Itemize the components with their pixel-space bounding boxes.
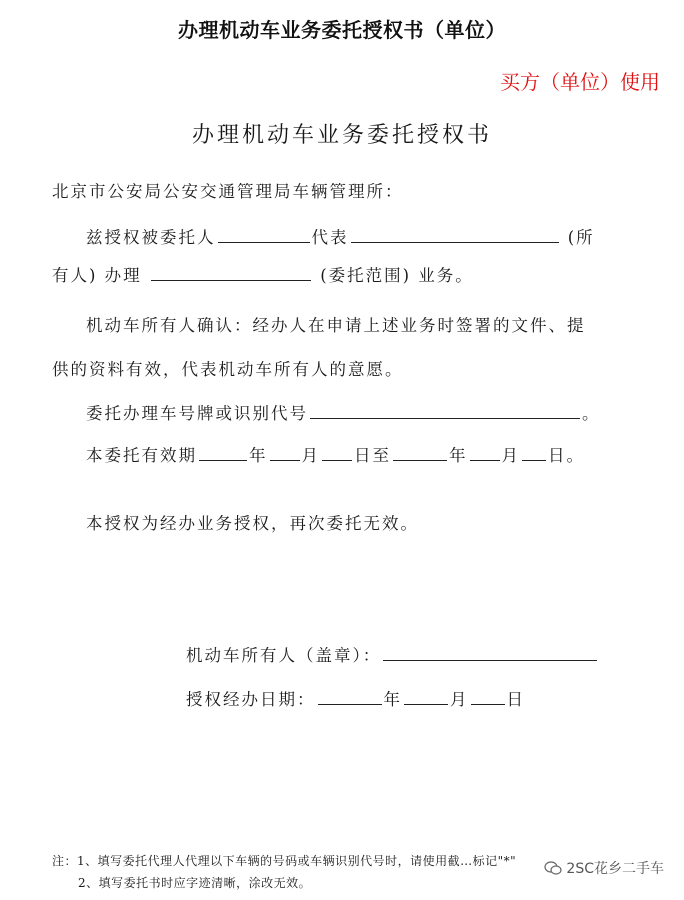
header-title: 办理机动车业务委托授权书（单位） [178, 18, 506, 42]
owner-seal-label: 机动车所有人（盖章）： [186, 646, 382, 665]
month-label: 月 [450, 690, 469, 709]
date-label: 授权经办日期： [186, 690, 316, 709]
confirm-line-2: 供的资料有效，代表机动车所有人的意愿。 [52, 360, 404, 379]
owner-seal-blank[interactable] [383, 644, 597, 661]
footnote-1: 注：1、填写委托代理人代理以下车辆的号码或车辆识别代号时，请使用截…标记"*" [52, 854, 517, 868]
date-day-blank[interactable] [471, 688, 505, 705]
year-label: 年 [449, 446, 468, 465]
watermark [544, 858, 664, 878]
plate-label: 委托办理车号牌或识别代号 [86, 404, 308, 423]
date-year-blank[interactable] [318, 688, 382, 705]
represent-label: 代表 [311, 228, 349, 247]
start-day-blank[interactable] [322, 444, 352, 461]
year-label: 年 [383, 690, 402, 709]
month-label: 月 [301, 446, 320, 465]
plate-line [86, 400, 601, 424]
delegate-label: 兹授权被委托人 [86, 228, 216, 247]
validity-line [86, 442, 585, 466]
plate-end: 。 [582, 404, 601, 423]
start-month-blank[interactable] [270, 444, 300, 461]
owner-blank[interactable] [351, 226, 559, 243]
footnote-2: 2、填写委托书时应字迹清晰，涂改无效。 [78, 876, 312, 890]
end-day-blank[interactable] [522, 444, 546, 461]
plate-blank[interactable] [310, 402, 580, 419]
scope-line [52, 262, 474, 286]
month-label: 月 [501, 446, 520, 465]
delegate-line [86, 224, 595, 248]
date-month-blank[interactable] [404, 688, 448, 705]
end-year-blank[interactable] [393, 444, 447, 461]
start-year-blank[interactable] [199, 444, 247, 461]
owner-open-label: (所 [567, 228, 595, 247]
no-subdelegation: 本授权为经办业务授权，再次委托无效。 [86, 514, 419, 533]
year-label: 年 [249, 446, 268, 465]
confirm-line-1: 机动车所有人确认：经办人在申请上述业务时签署的文件、提 [86, 316, 586, 335]
delegate-blank[interactable] [218, 226, 310, 243]
day-to-label: 日至 [354, 446, 391, 465]
usage-note: 买方（单位）使用 [500, 70, 660, 94]
scope-blank[interactable] [151, 264, 311, 281]
day-end-label: 日。 [548, 446, 585, 465]
validity-label: 本委托有效期 [86, 446, 197, 465]
handle-label: 有人) 办理 [52, 266, 142, 285]
watermark-text: 2SC花乡二手车 [566, 861, 664, 877]
document-title: 办理机动车业务委托授权书 [191, 123, 492, 148]
owner-seal-line [186, 642, 599, 666]
scope-label: (委托范围) 业务。 [320, 266, 474, 285]
day-label: 日 [506, 690, 525, 709]
addressee: 北京市公安局公安交通管理局车辆管理所： [52, 182, 404, 201]
end-month-blank[interactable] [470, 444, 500, 461]
date-line [186, 686, 525, 710]
wechat-icon [544, 860, 562, 876]
